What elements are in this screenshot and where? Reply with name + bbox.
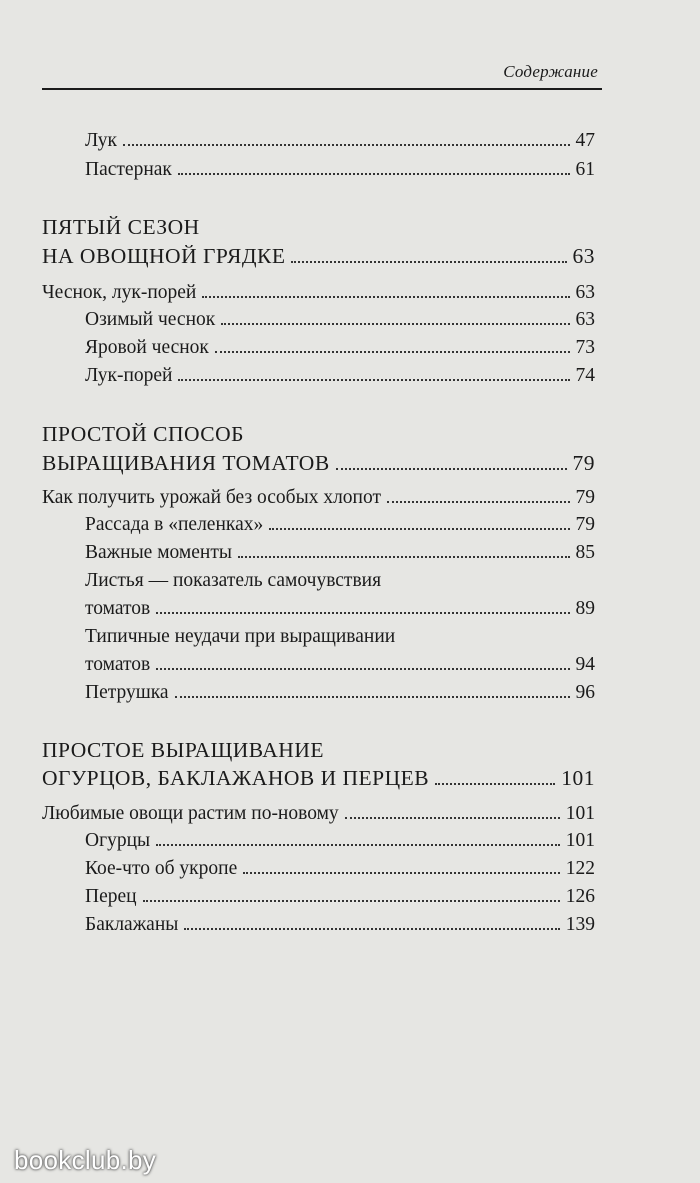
header-rule: [42, 88, 602, 90]
toc-entry-page: 79: [575, 487, 595, 508]
chapter-entry[interactable]: [42, 801, 595, 827]
toc-entry-title: Лук-порей: [85, 365, 173, 386]
toc-entry-title: Чеснок, лук-порей: [42, 282, 197, 303]
toc-entry[interactable]: [85, 652, 595, 678]
toc-entry-title: Озимый чеснок: [85, 309, 216, 330]
toc-entry-title: Рассада в «пеленках»: [85, 514, 264, 535]
section-title-entry[interactable]: [42, 243, 595, 269]
toc-entry-title-line: Листья — показатель самочувствия: [85, 570, 382, 591]
toc-entry-title: Как получить урожай без особых хлопот: [42, 487, 382, 508]
toc-entry-page: 89: [575, 598, 595, 619]
chapter-entry[interactable]: [42, 280, 595, 306]
toc-entry-page: 63: [575, 309, 595, 330]
toc-entry-title: томатов: [85, 654, 151, 675]
toc-entry-page: 101: [565, 803, 595, 824]
toc-entry-page: 47: [575, 130, 595, 151]
toc-entry-page: 79: [572, 451, 595, 475]
toc-entry-page: 63: [572, 244, 595, 268]
toc-entry[interactable]: [85, 335, 595, 361]
toc-entry-page: 94: [575, 654, 595, 675]
toc-entry-title: Важные моменты: [85, 542, 232, 563]
toc-entry-page: 73: [575, 337, 595, 358]
toc-entry-page: 96: [575, 682, 595, 703]
toc-entry-title: Лук: [85, 130, 117, 151]
toc-entry[interactable]: [85, 363, 595, 389]
leader-dots: [156, 844, 560, 846]
leader-dots: [202, 296, 569, 298]
section-title-entry[interactable]: [42, 765, 595, 791]
leader-dots: [221, 323, 569, 325]
toc-entry[interactable]: [85, 596, 595, 622]
running-head: Содержание: [503, 62, 598, 81]
leader-dots: [269, 528, 569, 530]
section-title-line: ВЫРАЩИВАНИЯ ТОМАТОВ: [42, 451, 330, 475]
toc-entry-page: 63: [575, 282, 595, 303]
toc-entry-title: Огурцы: [85, 830, 151, 851]
toc-entry-page: 101: [565, 830, 595, 851]
toc-entry[interactable]: [85, 540, 595, 566]
leader-dots: [156, 668, 569, 670]
toc-entry-title: Перец: [85, 886, 137, 907]
leader-dots: [291, 261, 566, 263]
section-title-line: ПРОСТОЕ ВЫРАЩИВАНИЕ: [42, 738, 324, 762]
toc-entry-title: Баклажаны: [85, 914, 179, 935]
leader-dots: [178, 379, 569, 381]
chapter-entry[interactable]: [42, 485, 595, 511]
toc-entry[interactable]: [85, 680, 595, 706]
leader-dots: [435, 783, 555, 785]
leader-dots: [243, 872, 560, 874]
toc-entry-page: 79: [575, 514, 595, 535]
toc-entry[interactable]: [85, 307, 595, 333]
leader-dots: [175, 696, 570, 698]
leader-dots: [184, 928, 559, 930]
toc-entry-title-line: Типичные неудачи при выращивании: [85, 626, 396, 647]
toc-entry[interactable]: [85, 884, 595, 910]
section-title-line: ПРОСТОЙ СПОСОБ: [42, 422, 245, 446]
toc-entry-page: 61: [575, 159, 595, 180]
leader-dots: [123, 144, 570, 146]
toc-entry[interactable]: [85, 828, 595, 854]
leader-dots: [215, 351, 570, 353]
toc-entry-title: томатов: [85, 598, 151, 619]
section-title-line: НА ОВОЩНОЙ ГРЯДКЕ: [42, 244, 286, 268]
toc-entry-page: 139: [565, 914, 595, 935]
leader-dots: [238, 556, 570, 558]
section-title-line: ПЯТЫЙ СЕЗОН: [42, 215, 200, 239]
leader-dots: [387, 501, 569, 503]
toc-entry-title: Петрушка: [85, 682, 169, 703]
section-title-line: ОГУРЦОВ, БАКЛАЖАНОВ И ПЕРЦЕВ: [42, 766, 430, 790]
toc-entry[interactable]: [85, 912, 595, 938]
toc-entry[interactable]: [85, 856, 595, 882]
leader-dots: [178, 173, 570, 175]
toc-entry-title: Любимые овощи растим по-новому: [42, 803, 339, 824]
toc-entry-page: 126: [565, 886, 595, 907]
leader-dots: [336, 468, 567, 470]
toc-entry-page: 101: [561, 766, 595, 790]
leader-dots: [143, 900, 560, 902]
leader-dots: [345, 817, 560, 819]
toc-entry-page: 74: [575, 365, 595, 386]
leader-dots: [156, 612, 569, 614]
toc-entry[interactable]: [85, 157, 595, 183]
watermark: bookclub.by: [14, 1145, 157, 1175]
toc-entry-page: 85: [575, 542, 595, 563]
section-title-entry[interactable]: [42, 450, 595, 476]
toc-entry-title: Яровой чеснок: [85, 337, 209, 358]
toc-entry-page: 122: [565, 858, 595, 879]
toc-entry[interactable]: [85, 512, 595, 538]
toc-entry-title: Пастернак: [85, 159, 172, 180]
toc-entry[interactable]: [85, 128, 595, 154]
toc-entry-title: Кое-что об укропе: [85, 858, 238, 879]
